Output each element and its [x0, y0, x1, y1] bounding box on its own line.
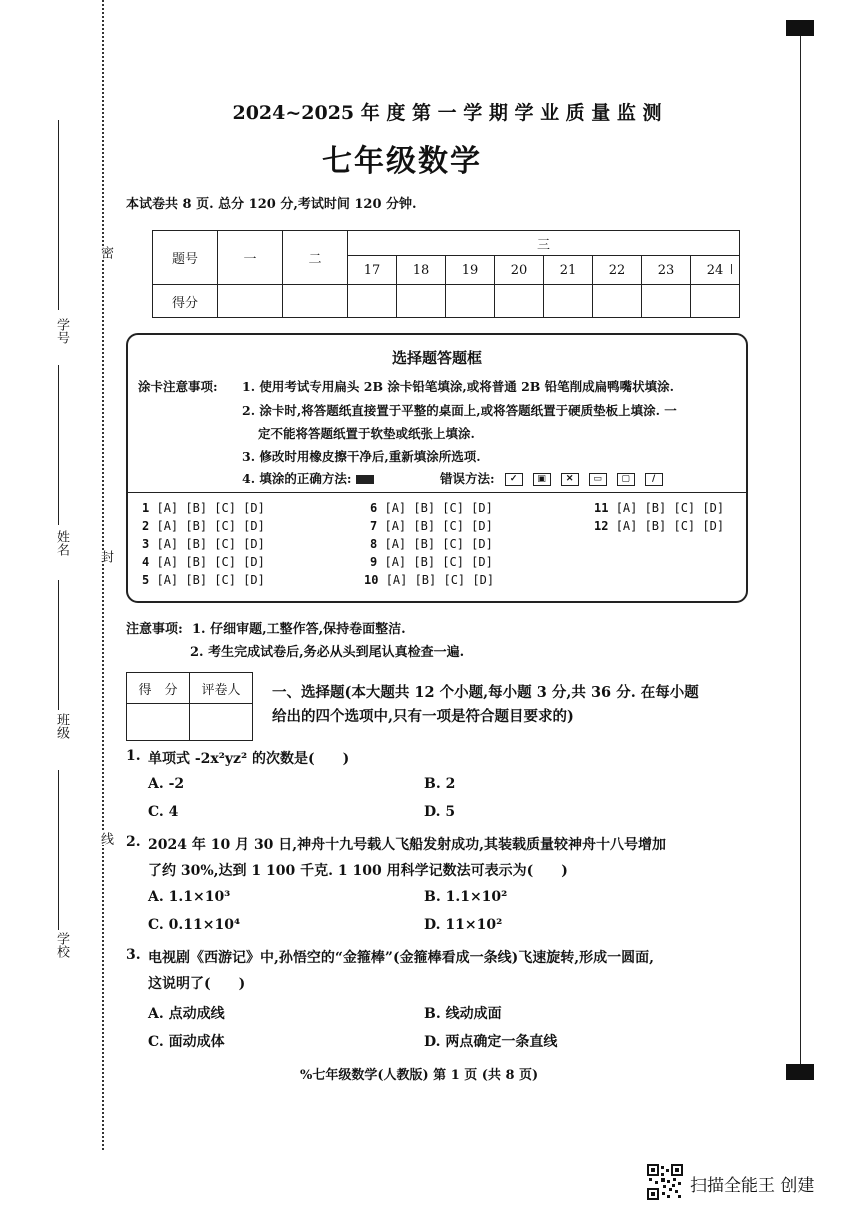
score-cell[interactable] — [544, 285, 593, 318]
q3-stem-cont: 这说明了( ) — [148, 976, 246, 992]
q1-option-c[interactable]: C. 4 — [148, 804, 179, 820]
q2-number: 2. — [126, 834, 141, 850]
section1-heading: 一、选择题(本大题共 12 个小题,每小题 3 分,共 36 分. 在每小题 — [272, 684, 699, 701]
note-1: 1. 使用考试专用扁头 2B 涂卡铅笔填涂,或将普通 2B 铅笔削成扁鸭嘴状填涂. — [242, 379, 675, 394]
answer-row[interactable]: 4 [A] [B] [C] [D] — [142, 555, 265, 569]
note-3: 3. 修改时用橡皮擦干净后,重新填涂所选项. — [242, 449, 481, 464]
score-cell[interactable] — [348, 285, 397, 318]
label-xingming: 姓名 — [54, 530, 69, 556]
answer-row[interactable]: 10 [A] [B] [C] [D] — [364, 573, 495, 587]
margin-feng: 封 — [98, 550, 113, 563]
xuehao-blank[interactable] — [58, 120, 59, 310]
binding-line — [102, 0, 104, 1150]
notice-line-1: 1. 仔细审题,工整作答,保持卷面整洁. — [192, 622, 406, 637]
answer-row[interactable]: 2 [A] [B] [C] [D] — [142, 519, 265, 533]
answer-row[interactable]: 8 [A] [B] [C] [D] — [370, 537, 493, 551]
position-mark-top — [786, 20, 814, 36]
q2-option-a[interactable]: A. 1.1×10³ — [148, 889, 231, 905]
score-cell[interactable] — [642, 285, 691, 318]
note-4 — [242, 469, 374, 487]
q1-stem: 单项式 -2x²yz² 的次数是( ) — [148, 751, 350, 767]
section1-heading-cont: 给出的四个选项中,只有一项是符合题目要求的) — [272, 708, 574, 725]
qr-code-icon — [647, 1164, 683, 1200]
answer-row[interactable]: 9 [A] [B] [C] [D] — [370, 555, 493, 569]
answer-row[interactable]: 1 [A] [B] [C] [D] — [142, 501, 265, 515]
page-footer: %七年级数学(人教版) 第 1 页 (共 8 页) — [300, 1068, 539, 1083]
q3-stem: 电视剧《西游记》中,孙悟空的“金箍棒”(金箍棒看成一条线)飞速旋转,形成一圆面, — [148, 950, 654, 966]
notice-label: 涂卡注意事项: — [138, 379, 218, 394]
wrong-mark-icon: ▢ — [617, 473, 635, 486]
answer-row[interactable]: 11 [A] [B] [C] [D] — [594, 501, 725, 515]
answer-row[interactable]: 5 [A] [B] [C] [D] — [142, 573, 265, 587]
label-xuehao: 学号 — [54, 318, 69, 344]
score-cell[interactable] — [593, 285, 642, 318]
banji-blank[interactable] — [58, 580, 59, 710]
answer-row[interactable]: 3 [A] [B] [C] [D] — [142, 537, 265, 551]
position-mark-bottom — [786, 1064, 814, 1080]
score-num: 18 — [397, 256, 446, 285]
answer-row[interactable]: 7 [A] [B] [C] [D] — [370, 519, 493, 533]
score-num: 23 — [642, 256, 691, 285]
score-table — [152, 230, 740, 318]
grader-score-cell[interactable] — [127, 704, 190, 741]
q1-option-b[interactable]: B. 2 — [424, 776, 456, 792]
wrong-label: 错误方法: — [440, 471, 495, 486]
correct-fill-sample — [356, 475, 374, 484]
exam-info: 本试卷共 8 页. 总分 120 分,考试时间 120 分钟. — [126, 197, 417, 212]
grader-marker-cell[interactable] — [190, 704, 253, 741]
q1-option-a[interactable]: A. -2 — [148, 776, 185, 792]
score-num: 20 — [495, 256, 544, 285]
grader-table — [126, 672, 253, 741]
q3-option-a[interactable]: A. 点动成线 — [148, 1006, 225, 1022]
score-num: 19 — [446, 256, 495, 285]
score-header-tihao: 题号 — [153, 231, 218, 285]
wrong-mark-icon: ▣ — [533, 473, 551, 486]
score-num: 24 — [691, 256, 740, 285]
xingming-blank[interactable] — [58, 365, 59, 525]
score-cell[interactable] — [283, 285, 348, 318]
wrong-methods — [440, 469, 663, 487]
answer-row[interactable]: 6 [A] [B] [C] [D] — [370, 501, 493, 515]
q1-number: 1. — [126, 748, 141, 764]
q1-option-d[interactable]: D. 5 — [424, 804, 456, 820]
margin-xian: 线 — [98, 832, 113, 845]
grader-header-score: 得 分 — [127, 673, 190, 704]
exam-subject: 七年级数学 — [322, 144, 482, 179]
score-header-sec3: 三 — [348, 231, 740, 256]
scanner-watermark: 扫描全能王 创建 — [690, 1176, 815, 1196]
right-border-line — [800, 36, 801, 1066]
score-cell[interactable] — [691, 285, 740, 318]
q2-option-c[interactable]: C. 0.11×10⁴ — [148, 917, 241, 933]
score-cell[interactable] — [397, 285, 446, 318]
q3-option-c[interactable]: C. 面动成体 — [148, 1034, 225, 1050]
q2-option-d[interactable]: D. 11×10² — [424, 917, 503, 933]
notice-heading: 注意事项: — [126, 622, 183, 637]
score-num: 21 — [544, 256, 593, 285]
q2-stem: 2024 年 10 月 30 日,神舟十九号载人飞船发射成功,其装载质量较神舟十八号增加 — [148, 837, 667, 853]
score-cell[interactable] — [218, 285, 283, 318]
q2-stem-cont: 了约 30%,达到 1 100 千克. 1 100 用科学记数法可表示为( ) — [148, 863, 568, 879]
wrong-mark-icon: ✕ — [561, 473, 579, 486]
grader-header-marker: 评卷人 — [190, 673, 253, 704]
answer-box-divider — [128, 492, 746, 493]
score-cell[interactable] — [446, 285, 495, 318]
exam-title: 2024~2025 年 度 第 一 学 期 学 业 质 量 监 测 — [232, 102, 662, 124]
q3-option-b[interactable]: B. 线动成面 — [424, 1006, 502, 1022]
score-num: 22 — [593, 256, 642, 285]
answer-box — [126, 333, 748, 603]
notice-line-2: 2. 考生完成试卷后,务必从头到尾认真检查一遍. — [190, 645, 465, 660]
score-header-sec2: 二 — [283, 231, 348, 285]
wrong-mark-icon: ▭ — [589, 473, 607, 486]
q2-option-b[interactable]: B. 1.1×10² — [424, 889, 508, 905]
q3-option-d[interactable]: D. 两点确定一条直线 — [424, 1034, 558, 1050]
margin-mi: 密 — [98, 246, 113, 259]
score-num: 17 — [348, 256, 397, 285]
q3-number: 3. — [126, 947, 141, 963]
xuexiao-blank[interactable] — [58, 770, 59, 930]
label-xuexiao: 学校 — [54, 932, 69, 958]
note-2-cont: 定不能将答题纸置于软垫或纸张上填涂. — [258, 426, 475, 441]
answer-row[interactable]: 12 [A] [B] [C] [D] — [594, 519, 725, 533]
score-row-label: 得分 — [153, 285, 218, 318]
wrong-mark-icon: ∕ — [645, 473, 663, 486]
wrong-mark-icon: ✓ — [505, 473, 523, 486]
score-cell[interactable] — [495, 285, 544, 318]
label-banji: 班级 — [54, 713, 69, 739]
score-header-sec1: 一 — [218, 231, 283, 285]
answer-box-title: 选择题答题框 — [391, 349, 482, 367]
note-2: 2. 涂卡时,将答题纸直接置于平整的桌面上,或将答题纸置于硬质垫板上填涂. 一 — [242, 403, 677, 418]
note-4-text: 4. 填涂的正确方法: — [242, 471, 352, 486]
